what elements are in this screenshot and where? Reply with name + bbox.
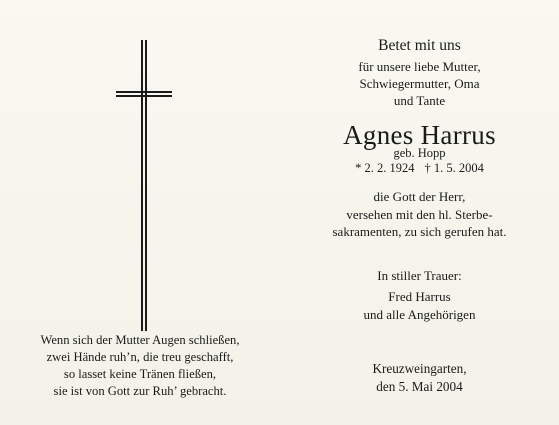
poem-line: so lasset keine Tränen fließen, <box>63 367 217 381</box>
verse-line: versehen mit den hl. Sterbe- <box>346 206 493 222</box>
prayer-line: und Tante <box>393 93 446 108</box>
cross-vertical-line <box>145 40 147 331</box>
deceased-name: Agnes Harrus <box>343 120 496 150</box>
poem-line: zwei Hände ruh’n, die treu geschafft, <box>46 350 234 364</box>
mourner-name: Fred Harrus <box>388 289 451 304</box>
poem-line: sie ist von Gott zur Ruh’ gebracht. <box>53 384 227 398</box>
verse-line: sakramenten, zu sich gerufen hat. <box>332 224 507 239</box>
date: den 5. Mai 2004 <box>376 379 463 394</box>
death-date: † 1. 5. 2004 <box>424 161 484 175</box>
mourning-title: In stiller Trauer: <box>377 268 462 283</box>
poem-line: Wenn sich der Mutter Augen schließen, <box>40 333 240 347</box>
right-panel <box>280 0 559 425</box>
cross-horizontal-line <box>116 91 172 93</box>
prayer-line: für unsere liebe Mutter, <box>358 59 481 74</box>
life-dates <box>280 160 559 176</box>
place: Kreuzweingarten, <box>372 361 467 376</box>
verse <box>280 188 559 241</box>
birth-date: * 2. 2. 1924 <box>355 161 415 175</box>
maiden-name: geb. Hopp <box>393 146 446 160</box>
prayer-title: Betet mit uns <box>378 37 461 54</box>
verse-line: die Gott der Herr, <box>373 189 466 204</box>
place-and-date <box>280 360 559 396</box>
mourners <box>280 288 559 323</box>
prayer-lines <box>280 58 559 109</box>
cross-vertical-line <box>141 40 143 331</box>
poem <box>10 332 270 400</box>
mourner-name: und alle Angehörigen <box>363 306 476 322</box>
cross-horizontal-line <box>116 95 172 97</box>
cross-icon <box>112 40 176 331</box>
prayer-line: Schwiegermutter, Oma <box>359 76 480 91</box>
